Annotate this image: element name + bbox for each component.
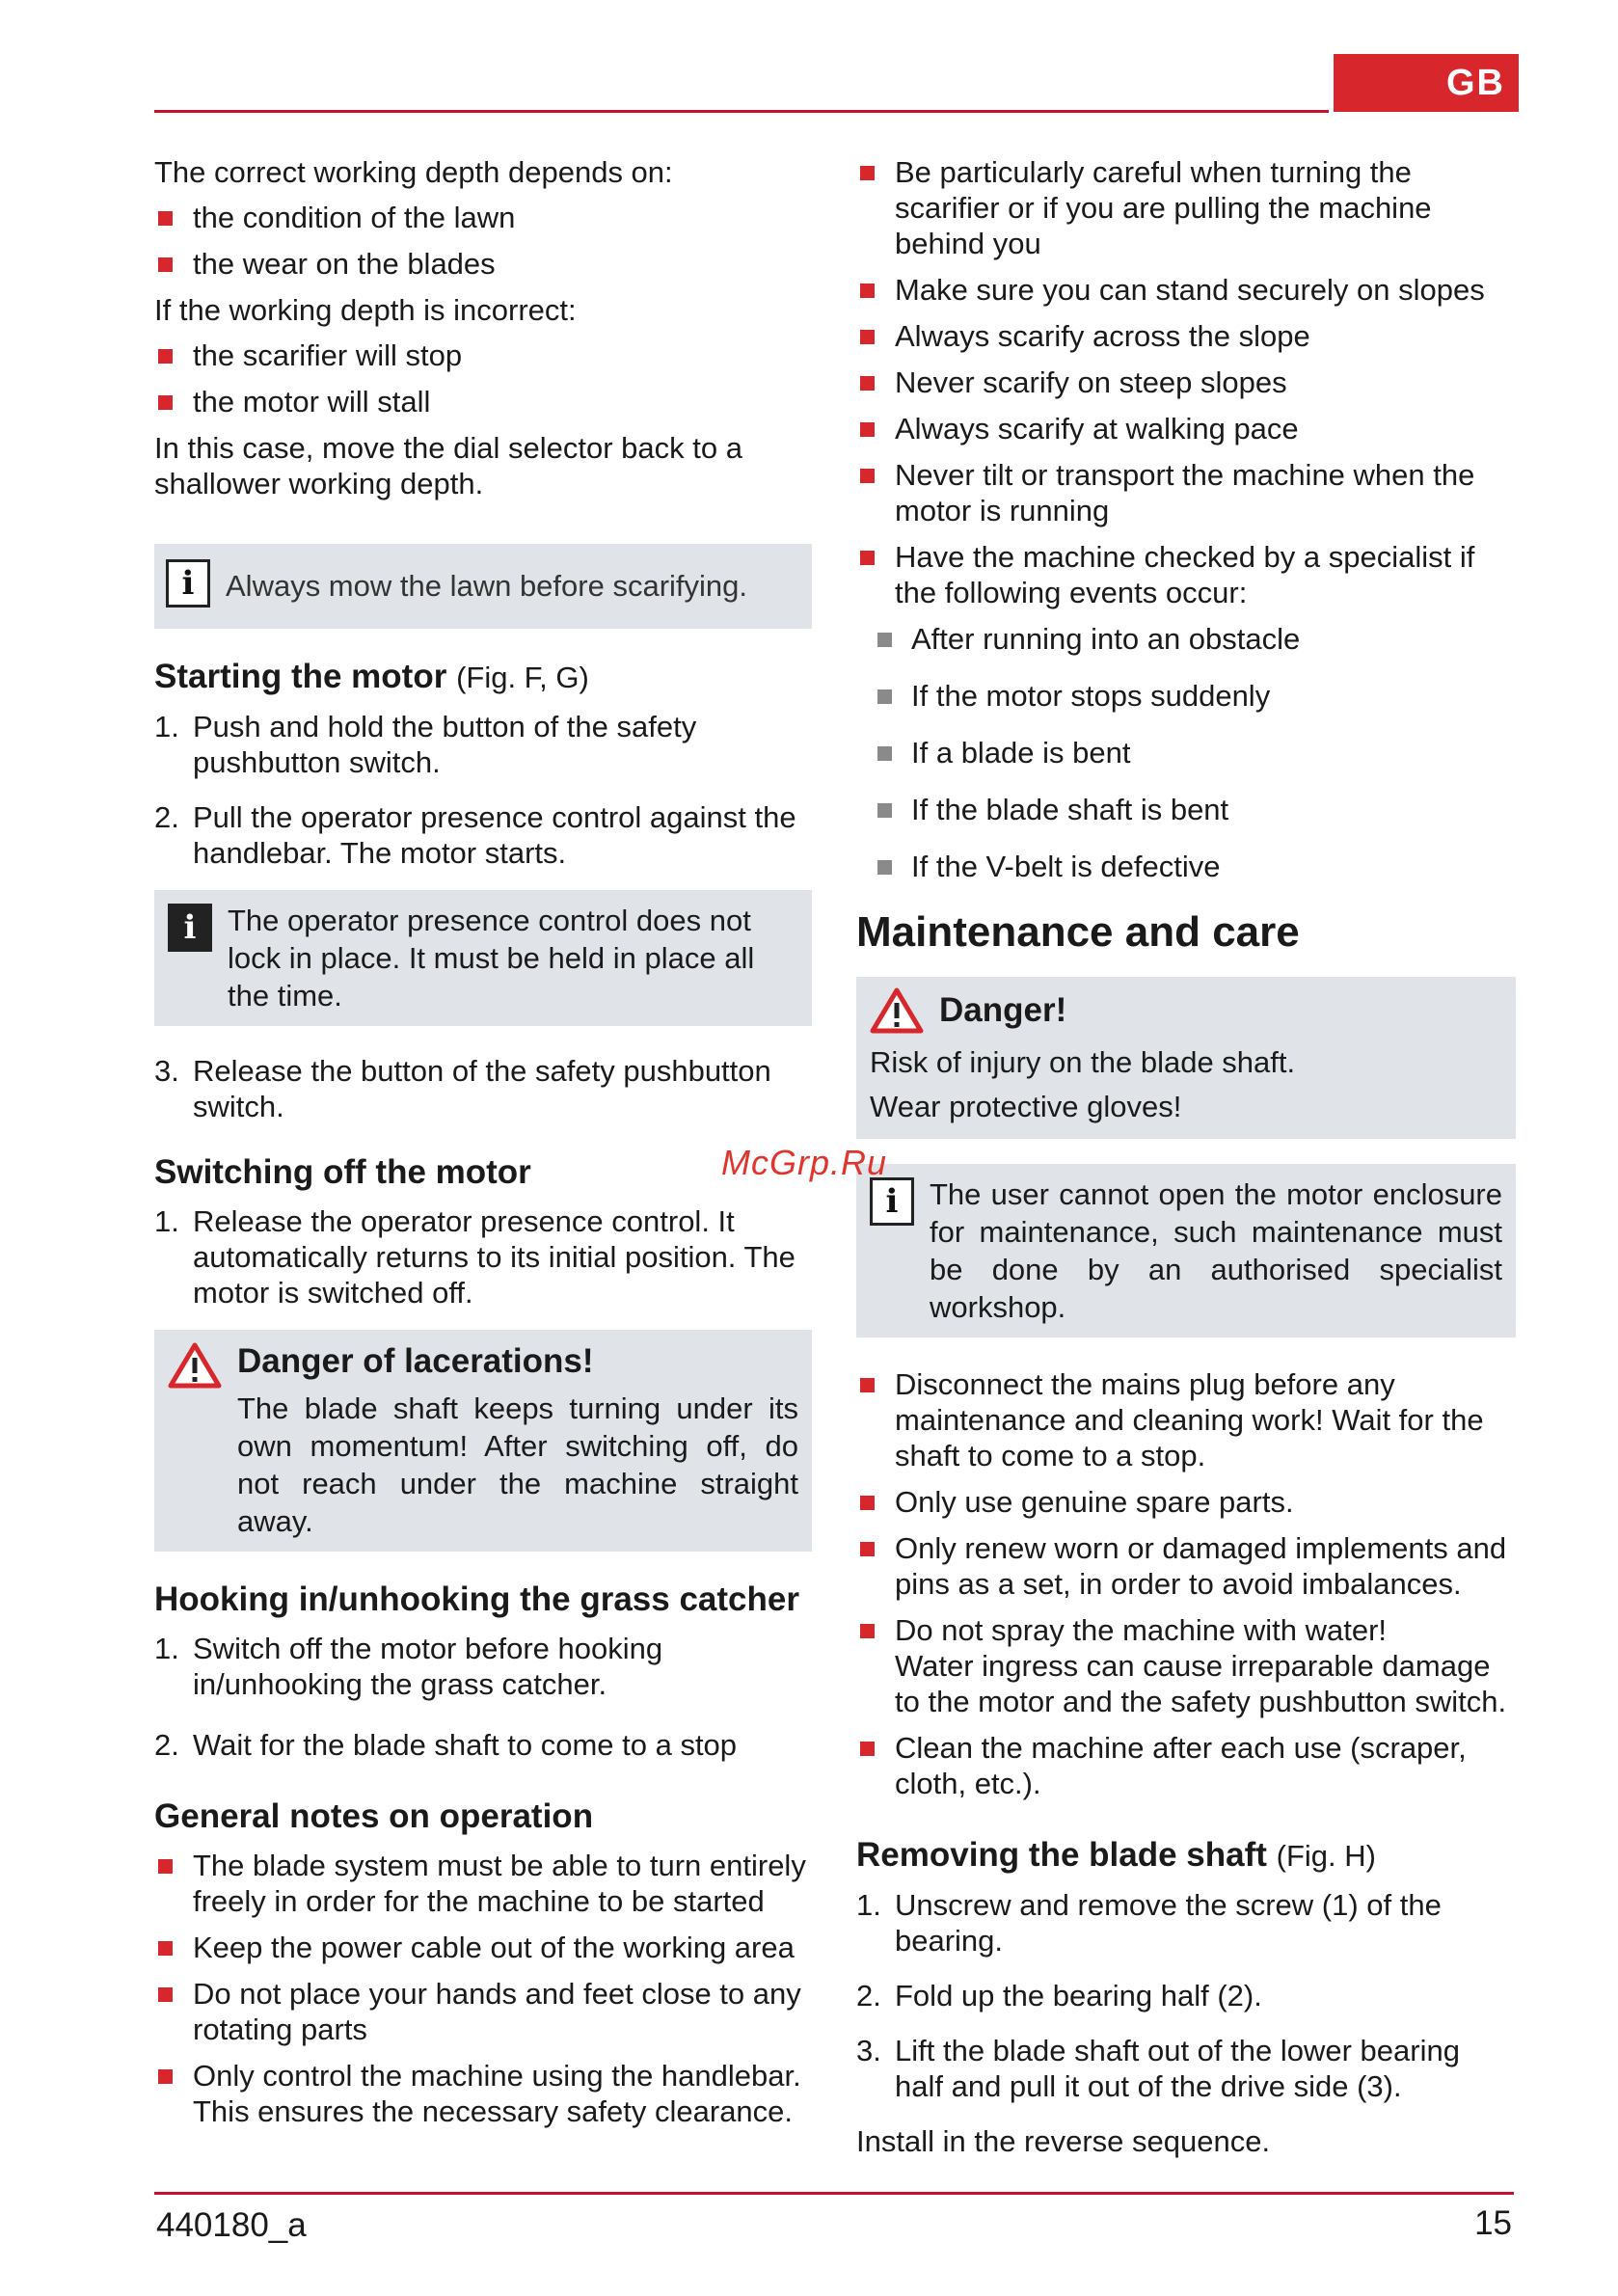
list-item: Always scarify across the slope bbox=[856, 318, 1516, 354]
list-item: After running into an obstacle bbox=[856, 621, 1516, 657]
careful-list bbox=[856, 154, 1516, 610]
starting-steps-cont bbox=[154, 1053, 812, 1124]
hooking-steps bbox=[154, 1631, 812, 1763]
list-item: 3. Release the button of the safety pushbutton switch. bbox=[154, 1054, 771, 1123]
warning-text: The blade shaft keeps turning under its own momentum! After switching off, do not reach under the machine straight away. bbox=[237, 1391, 798, 1538]
info-box-presence bbox=[154, 890, 812, 1026]
watermark: McGrp.Ru bbox=[721, 1143, 888, 1182]
list-item: Always scarify at walking pace bbox=[856, 411, 1516, 446]
list-item: 2. Fold up the bearing half (2). bbox=[856, 1979, 1262, 2012]
info-box-mow bbox=[154, 544, 812, 629]
footer-rule bbox=[154, 2192, 1514, 2195]
list-item: If the blade shaft is bent bbox=[856, 792, 1516, 827]
list-item: Never scarify on steep slopes bbox=[856, 365, 1516, 400]
list-item: the motor will stall bbox=[154, 384, 812, 419]
list-item: Only use genuine spare parts. bbox=[856, 1484, 1516, 1520]
list-item: Never tilt or transport the machine when the motor is running bbox=[856, 457, 1516, 528]
list-item: Keep the power cable out of the working area bbox=[154, 1930, 812, 1965]
list-item: the wear on the blades bbox=[154, 246, 812, 282]
list-item: If the motor stops suddenly bbox=[856, 678, 1516, 714]
depends-list bbox=[154, 200, 812, 282]
section-title-hooking: Hooking in/unhooking the grass catcher bbox=[154, 1580, 799, 1618]
general-list bbox=[154, 1848, 812, 2129]
info-text: Always mow the lawn before scarifying. bbox=[226, 569, 748, 603]
removing-steps bbox=[856, 1887, 1516, 2104]
header-rule bbox=[154, 110, 1329, 113]
events-list bbox=[856, 621, 1516, 884]
warning-icon bbox=[870, 986, 924, 1035]
doc-code: 440180_a bbox=[156, 2206, 307, 2244]
list-item: The blade system must be able to turn entirely freely in order for the machine to be started bbox=[154, 1848, 812, 1919]
list-item: Clean the machine after each use (scraper, cloth, etc.). bbox=[856, 1730, 1516, 1801]
left-column bbox=[154, 154, 812, 2140]
danger-line: Wear protective gloves! bbox=[870, 1090, 1182, 1123]
list-item: Have the machine checked by a specialist if the following events occur: bbox=[856, 539, 1516, 610]
list-item: Disconnect the mains plug before any maintenance and cleaning work! Wait for the shaft to come to a stop. bbox=[856, 1366, 1516, 1473]
depth-intro: The correct working depth depends on: bbox=[154, 155, 673, 189]
list-item: Only control the machine using the handlebar. This ensures the necessary safety clearance. bbox=[154, 2058, 812, 2129]
info-icon: i bbox=[166, 559, 210, 608]
closing-text: Install in the reverse sequence. bbox=[856, 2124, 1271, 2158]
list-item: 2. Wait for the blade shaft to come to a stop bbox=[154, 1728, 738, 1762]
danger-title: Danger! bbox=[939, 991, 1067, 1029]
language-tab: GB bbox=[1334, 54, 1519, 112]
list-item: If a blade is bent bbox=[856, 735, 1516, 770]
info-icon: i bbox=[870, 1177, 914, 1226]
list-item: 2. Pull the operator presence control against the handlebar. The motor starts. bbox=[154, 800, 796, 870]
list-item: the scarifier will stop bbox=[154, 338, 812, 373]
right-column bbox=[721, 154, 1516, 2159]
maintenance-list bbox=[856, 1366, 1516, 1801]
list-item: Make sure you can stand securely on slopes bbox=[856, 272, 1516, 308]
switching-steps bbox=[154, 1203, 812, 1310]
danger-box bbox=[856, 977, 1516, 1139]
list-item: 1. Push and hold the button of the safety pushbutton switch. bbox=[154, 710, 697, 779]
section-title-general: General notes on operation bbox=[154, 1797, 594, 1835]
list-item: 1. Release the operator presence control. It automatically returns to its initial position. The motor is switched off. bbox=[154, 1204, 796, 1310]
warning-box-lacerations bbox=[154, 1330, 812, 1552]
warning-title: Danger of lacerations! bbox=[237, 1342, 594, 1380]
starting-steps bbox=[154, 709, 812, 871]
section-title-removing: Removing the blade shaft (Fig. H) bbox=[856, 1836, 1376, 1874]
section-title-starting: Starting the motor (Fig. F, G) bbox=[154, 658, 589, 695]
list-item: 1. Unscrew and remove the screw (1) of the bearing. bbox=[856, 1888, 1442, 1958]
warning-icon bbox=[168, 1341, 222, 1390]
in-this-case-text: In this case, move the dial selector back to a shallower working depth. bbox=[154, 431, 742, 500]
list-item: Be particularly careful when turning the scarifier or if you are pulling the machine behind you bbox=[856, 154, 1516, 261]
incorrect-intro: If the working depth is incorrect: bbox=[154, 293, 577, 327]
list-item: 3. Lift the blade shaft out of the lower bearing half and pull it out of the drive side (3). bbox=[856, 2034, 1460, 2103]
info-icon: i bbox=[168, 904, 212, 952]
list-item: Only renew worn or damaged implements and pins as a set, in order to avoid imbalances. bbox=[856, 1530, 1516, 1602]
info-box-enclosure bbox=[721, 1143, 1516, 1337]
list-item: the condition of the lawn bbox=[154, 200, 812, 235]
incorrect-list bbox=[154, 338, 812, 419]
info-text: The user cannot open the motor enclosure for maintenance, such maintenance must be done by an authorised specialist workshop. bbox=[930, 1177, 1502, 1324]
section-title-maintenance: Maintenance and care bbox=[856, 908, 1300, 956]
list-item: If the V-belt is defective bbox=[856, 849, 1516, 884]
page-number: 15 bbox=[1474, 2204, 1512, 2242]
list-item: 1. Switch off the motor before hooking in/unhooking the grass catcher. bbox=[154, 1632, 663, 1701]
section-title-switching: Switching off the motor bbox=[154, 1153, 531, 1191]
danger-line: Risk of injury on the blade shaft. bbox=[870, 1045, 1296, 1079]
info-text: The operator presence control does not lock in place. It must be held in place all the time. bbox=[228, 904, 755, 1013]
list-item: Do not place your hands and feet close to any rotating parts bbox=[154, 1976, 812, 2047]
list-item: Do not spray the machine with water! Water ingress can cause irreparable damage to the motor and the safety pushbutton switch. bbox=[856, 1612, 1516, 1719]
